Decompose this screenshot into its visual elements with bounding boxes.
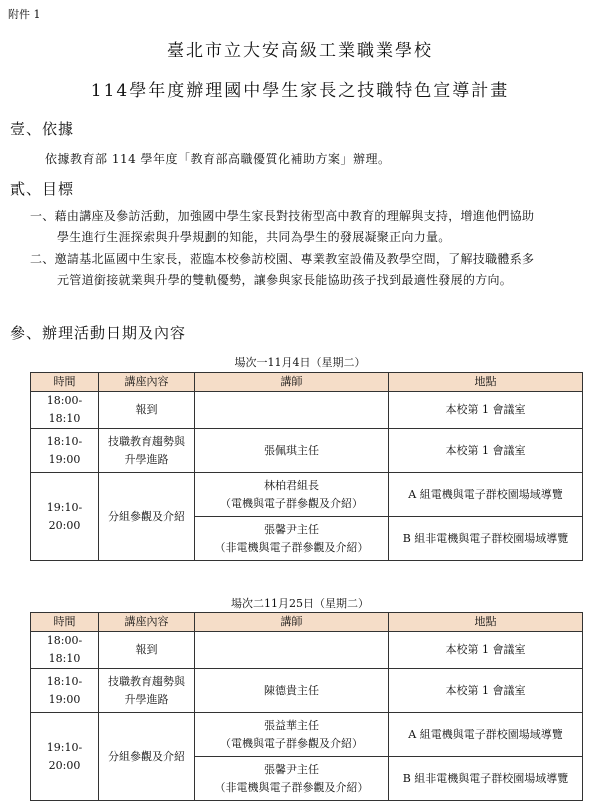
speaker-note: （非電機與電子群參觀及介紹） [214, 780, 369, 794]
header-content: 講座內容 [99, 373, 195, 392]
goal-item-1-line1: 一、藉由講座及參訪活動，加強國中學生家長對技術型高中教育的理解與支持，增進他們協助 [30, 209, 535, 223]
header-speaker: 講師 [195, 373, 389, 392]
speaker-note: （電機與電子群參觀及介紹） [220, 736, 363, 750]
header-location: 地點 [389, 613, 583, 632]
content-cell [99, 429, 195, 473]
speaker-cell [195, 473, 389, 517]
location-cell: A 組電機與電子群校園場域導覽 [389, 713, 583, 757]
location-cell: 本校第 1 會議室 [389, 429, 583, 473]
content-cell: 報到 [99, 392, 195, 429]
goal-item-2 [30, 249, 595, 291]
section-schedule-heading: 參、辦理活動日期及內容 [10, 324, 187, 342]
table-row [31, 429, 583, 473]
content-line: 升學進路 [124, 692, 169, 706]
content-line: 升學進路 [124, 452, 169, 466]
location-cell: A 組電機與電子群校園場域導覽 [389, 473, 583, 517]
speaker-name: 張益華主任 [264, 718, 319, 732]
time-cell: 19:10-20:00 [31, 473, 99, 561]
section-basis-heading: 壹、依據 [10, 120, 75, 138]
location-cell: 本校第 1 會議室 [389, 392, 583, 429]
table-row [31, 713, 583, 757]
goal-item-2-line2: 元管道銜接就業與升學的雙軌優勢，讓參與家長能協助孩子找到最適性發展的方向。 [57, 273, 513, 287]
speaker-cell: 陳德貴主任 [195, 669, 389, 713]
content-cell: 報到 [99, 632, 195, 669]
time-cell: 18:10-19:00 [31, 429, 99, 473]
time-cell: 19:10-20:00 [31, 713, 99, 801]
time-cell: 18:10-19:00 [31, 669, 99, 713]
speaker-cell [195, 392, 389, 429]
session-2-caption: 場次二11月25日（星期二） [231, 597, 369, 610]
content-line: 技職教育趨勢與 [108, 434, 185, 448]
attachment-label: 附件 1 [8, 8, 41, 21]
table-row [31, 392, 583, 429]
content-cell [99, 669, 195, 713]
speaker-cell [195, 517, 389, 561]
header-content: 講座內容 [99, 613, 195, 632]
session-2-table [30, 612, 583, 801]
table-row [31, 473, 583, 517]
speaker-note: （非電機與電子群參觀及介紹） [214, 540, 369, 554]
section-goals-heading: 貳、目標 [10, 180, 75, 198]
speaker-cell [195, 713, 389, 757]
header-time: 時間 [31, 613, 99, 632]
speaker-name: 張馨尹主任 [264, 762, 319, 776]
location-cell: B 組非電機與電子群校園場域導覽 [389, 517, 583, 561]
content-cell: 分組參觀及介紹 [99, 473, 195, 561]
content-cell: 分組參觀及介紹 [99, 713, 195, 801]
speaker-cell: 張佩琪主任 [195, 429, 389, 473]
location-cell: 本校第 1 會議室 [389, 669, 583, 713]
session-1-caption: 場次一11月4日（星期二） [234, 356, 366, 369]
section-basis-text: 依據教育部 114 學年度「教育部高職優質化補助方案」辦理。 [45, 152, 391, 166]
speaker-cell [195, 757, 389, 801]
table-header-row [31, 373, 583, 392]
document-title-plan: 114學年度辦理國中學生家長之技職特色宣導計畫 [90, 81, 510, 101]
speaker-name: 林柏君組長 [264, 478, 319, 492]
content-line: 技職教育趨勢與 [108, 674, 185, 688]
header-time: 時間 [31, 373, 99, 392]
location-cell: B 組非電機與電子群校園場域導覽 [389, 757, 583, 801]
time-cell: 18:00-18:10 [31, 632, 99, 669]
speaker-name: 張馨尹主任 [264, 522, 319, 536]
speaker-note: （電機與電子群參觀及介紹） [220, 496, 363, 510]
table-row [31, 632, 583, 669]
session-1-table [30, 372, 583, 561]
goal-item-1-line2: 學生進行生涯探索與升學規劃的知能，共同為學生的發展凝聚正向力量。 [57, 230, 451, 244]
document-title-school: 臺北市立大安高級工業職業學校 [167, 41, 433, 61]
time-cell: 18:00-18:10 [31, 392, 99, 429]
speaker-cell [195, 632, 389, 669]
table-header-row [31, 613, 583, 632]
goal-item-2-line1: 二、邀請基北區國中生家長，蒞臨本校參訪校園、專業教室設備及教學空間，了解技職體系多 [30, 252, 535, 266]
table-row [31, 669, 583, 713]
goal-item-1 [30, 206, 595, 248]
location-cell: 本校第 1 會議室 [389, 632, 583, 669]
header-location: 地點 [389, 373, 583, 392]
header-speaker: 講師 [195, 613, 389, 632]
